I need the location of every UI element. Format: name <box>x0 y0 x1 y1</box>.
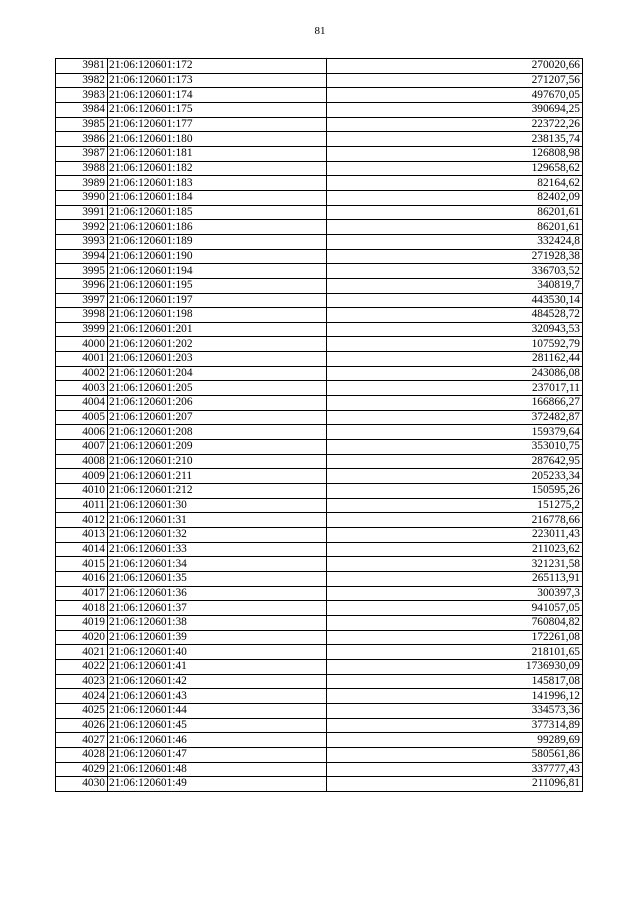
cadastral-number-cell: 21:06:120601:35 <box>108 571 327 586</box>
cadastral-number-cell: 21:06:120601:209 <box>108 440 327 455</box>
row-number-cell: 4020 <box>56 630 108 645</box>
cadastral-value-cell: 377314,89 <box>327 718 583 733</box>
cadastral-number-cell: 21:06:120601:48 <box>108 762 327 777</box>
table-row <box>56 264 583 279</box>
table-row <box>56 703 583 718</box>
cadastral-value-cell: 334573,36 <box>327 703 583 718</box>
cadastral-value-cell: 265113,91 <box>327 571 583 586</box>
table-row <box>56 220 583 235</box>
cadastral-number-cell: 21:06:120601:44 <box>108 703 327 718</box>
row-number-cell: 4026 <box>56 718 108 733</box>
cadastral-number-cell: 21:06:120601:182 <box>108 161 327 176</box>
cadastral-value-cell: 243086,08 <box>327 366 583 381</box>
table-row <box>56 469 583 484</box>
row-number-cell: 4029 <box>56 762 108 777</box>
row-number-cell: 3983 <box>56 88 108 103</box>
row-number-cell: 4003 <box>56 381 108 396</box>
cadastral-number-cell: 21:06:120601:37 <box>108 601 327 616</box>
row-number-cell: 3984 <box>56 102 108 117</box>
table-row <box>56 381 583 396</box>
cadastral-number-cell: 21:06:120601:45 <box>108 718 327 733</box>
row-number-cell: 3995 <box>56 264 108 279</box>
cadastral-value-cell: 86201,61 <box>327 220 583 235</box>
row-number-cell: 4018 <box>56 601 108 616</box>
table-row <box>56 410 583 425</box>
cadastral-value-cell: 340819,7 <box>327 278 583 293</box>
cadastral-value-cell: 336703,52 <box>327 264 583 279</box>
cadastral-number-cell: 21:06:120601:197 <box>108 293 327 308</box>
table-row <box>56 484 583 499</box>
table-row <box>56 747 583 762</box>
row-number-cell: 3989 <box>56 176 108 191</box>
cadastral-number-cell: 21:06:120601:46 <box>108 733 327 748</box>
row-number-cell: 4011 <box>56 498 108 513</box>
cadastral-value-cell: 287642,95 <box>327 454 583 469</box>
cadastral-number-cell: 21:06:120601:185 <box>108 205 327 220</box>
cadastral-value-cell: 151275,2 <box>327 498 583 513</box>
cadastral-value-cell: 205233,34 <box>327 469 583 484</box>
table-row <box>56 88 583 103</box>
cadastral-value-cell: 390694,25 <box>327 102 583 117</box>
cadastral-value-cell: 237017,11 <box>327 381 583 396</box>
cadastral-value-cell: 99289,69 <box>327 733 583 748</box>
table-row <box>56 733 583 748</box>
row-number-cell: 4004 <box>56 396 108 411</box>
cadastral-value-cell: 86201,61 <box>327 205 583 220</box>
table-row <box>56 337 583 352</box>
cadastral-value-cell: 223011,43 <box>327 528 583 543</box>
table-row <box>56 352 583 367</box>
row-number-cell: 3986 <box>56 132 108 147</box>
cadastral-value-cell: 211096,81 <box>327 777 583 792</box>
row-number-cell: 4028 <box>56 747 108 762</box>
cadastral-value-cell: 580561,86 <box>327 747 583 762</box>
row-number-cell: 4021 <box>56 645 108 660</box>
cadastral-value-cell: 211023,62 <box>327 542 583 557</box>
row-number-cell: 4006 <box>56 425 108 440</box>
row-number-cell: 4015 <box>56 557 108 572</box>
table-row <box>56 571 583 586</box>
table-row <box>56 528 583 543</box>
table-row <box>56 718 583 733</box>
cadastral-number-cell: 21:06:120601:177 <box>108 117 327 132</box>
row-number-cell: 4023 <box>56 674 108 689</box>
cadastral-number-cell: 21:06:120601:39 <box>108 630 327 645</box>
row-number-cell: 4016 <box>56 571 108 586</box>
cadastral-number-cell: 21:06:120601:183 <box>108 176 327 191</box>
cadastral-value-cell: 82164,62 <box>327 176 583 191</box>
row-number-cell: 4000 <box>56 337 108 352</box>
cadastral-number-cell: 21:06:120601:172 <box>108 59 327 74</box>
cadastral-value-cell: 126808,98 <box>327 146 583 161</box>
cadastral-value-cell: 218101,65 <box>327 645 583 660</box>
row-number-cell: 4027 <box>56 733 108 748</box>
page-number: 81 <box>314 25 326 37</box>
cadastral-value-cell: 82402,09 <box>327 190 583 205</box>
row-number-cell: 3998 <box>56 308 108 323</box>
cadastral-number-cell: 21:06:120601:47 <box>108 747 327 762</box>
cadastral-number-cell: 21:06:120601:201 <box>108 322 327 337</box>
row-number-cell: 3992 <box>56 220 108 235</box>
table-row <box>56 234 583 249</box>
cadastral-number-cell: 21:06:120601:41 <box>108 659 327 674</box>
cadastral-number-cell: 21:06:120601:206 <box>108 396 327 411</box>
table-row <box>56 454 583 469</box>
row-number-cell: 4002 <box>56 366 108 381</box>
cadastral-value-cell: 321231,58 <box>327 557 583 572</box>
row-number-cell: 4007 <box>56 440 108 455</box>
table-row <box>56 102 583 117</box>
cadastral-value-cell: 271207,56 <box>327 73 583 88</box>
cadastral-value-cell: 238135,74 <box>327 132 583 147</box>
cadastral-number-cell: 21:06:120601:30 <box>108 498 327 513</box>
cadastral-value-cell: 941057,05 <box>327 601 583 616</box>
cadastral-number-cell: 21:06:120601:205 <box>108 381 327 396</box>
table-row <box>56 615 583 630</box>
table-row <box>56 777 583 792</box>
row-number-cell: 4017 <box>56 586 108 601</box>
table-row <box>56 146 583 161</box>
cadastral-number-cell: 21:06:120601:190 <box>108 249 327 264</box>
table-row <box>56 674 583 689</box>
row-number-cell: 3987 <box>56 146 108 161</box>
row-number-cell: 4010 <box>56 484 108 499</box>
table-row <box>56 278 583 293</box>
cadastral-value-cell: 1736930,09 <box>327 659 583 674</box>
cadastral-number-cell: 21:06:120601:212 <box>108 484 327 499</box>
cadastral-value-cell: 145817,08 <box>327 674 583 689</box>
cadastral-number-cell: 21:06:120601:38 <box>108 615 327 630</box>
cadastral-number-cell: 21:06:120601:195 <box>108 278 327 293</box>
cadastral-number-cell: 21:06:120601:181 <box>108 146 327 161</box>
row-number-cell: 4025 <box>56 703 108 718</box>
table-row <box>56 542 583 557</box>
table-row <box>56 249 583 264</box>
row-number-cell: 4024 <box>56 689 108 704</box>
cadastral-number-cell: 21:06:120601:33 <box>108 542 327 557</box>
row-number-cell: 3991 <box>56 205 108 220</box>
table-row <box>56 322 583 337</box>
table-row <box>56 396 583 411</box>
table-row <box>56 190 583 205</box>
table-row <box>56 762 583 777</box>
cadastral-number-cell: 21:06:120601:175 <box>108 102 327 117</box>
cadastral-number-cell: 21:06:120601:34 <box>108 557 327 572</box>
cadastral-number-cell: 21:06:120601:32 <box>108 528 327 543</box>
table-body <box>56 59 583 792</box>
row-number-cell: 4009 <box>56 469 108 484</box>
cadastral-value-cell: 320943,53 <box>327 322 583 337</box>
row-number-cell: 4019 <box>56 615 108 630</box>
row-number-cell: 3988 <box>56 161 108 176</box>
cadastral-number-cell: 21:06:120601:180 <box>108 132 327 147</box>
row-number-cell: 4022 <box>56 659 108 674</box>
cadastral-number-cell: 21:06:120601:210 <box>108 454 327 469</box>
row-number-cell: 3996 <box>56 278 108 293</box>
cadastral-value-cell: 271928,38 <box>327 249 583 264</box>
table-row <box>56 161 583 176</box>
table-row <box>56 205 583 220</box>
cadastral-number-cell: 21:06:120601:174 <box>108 88 327 103</box>
table-row <box>56 659 583 674</box>
cadastral-value-cell: 332424,8 <box>327 234 583 249</box>
cadastral-value-cell: 166866,27 <box>327 396 583 411</box>
cadastral-value-cell: 497670,05 <box>327 88 583 103</box>
table-row <box>56 440 583 455</box>
table-row <box>56 59 583 74</box>
cadastral-number-cell: 21:06:120601:31 <box>108 513 327 528</box>
table-row <box>56 73 583 88</box>
row-number-cell: 3993 <box>56 234 108 249</box>
table-row <box>56 176 583 191</box>
cadastral-number-cell: 21:06:120601:40 <box>108 645 327 660</box>
cadastral-number-cell: 21:06:120601:198 <box>108 308 327 323</box>
cadastral-value-cell: 372482,87 <box>327 410 583 425</box>
cadastral-number-cell: 21:06:120601:186 <box>108 220 327 235</box>
table-row <box>56 293 583 308</box>
cadastral-number-cell: 21:06:120601:189 <box>108 234 327 249</box>
row-number-cell: 3994 <box>56 249 108 264</box>
table-row <box>56 630 583 645</box>
row-number-cell: 4013 <box>56 528 108 543</box>
cadastral-value-cell: 281162,44 <box>327 352 583 367</box>
table-row <box>56 586 583 601</box>
cadastral-table <box>55 58 582 792</box>
cadastral-value-cell: 150595,26 <box>327 484 583 499</box>
cadastral-number-cell: 21:06:120601:204 <box>108 366 327 381</box>
row-number-cell: 3982 <box>56 73 108 88</box>
cadastral-value-cell: 129658,62 <box>327 161 583 176</box>
cadastral-value-cell: 760804,82 <box>327 615 583 630</box>
cadastral-number-cell: 21:06:120601:194 <box>108 264 327 279</box>
cadastral-value-cell: 300397,3 <box>327 586 583 601</box>
cadastral-number-cell: 21:06:120601:208 <box>108 425 327 440</box>
row-number-cell: 4030 <box>56 777 108 792</box>
cadastral-value-cell: 141996,12 <box>327 689 583 704</box>
cadastral-number-cell: 21:06:120601:211 <box>108 469 327 484</box>
row-number-cell: 3990 <box>56 190 108 205</box>
table-row <box>56 117 583 132</box>
cadastral-number-cell: 21:06:120601:49 <box>108 777 327 792</box>
cadastral-value-cell: 484528,72 <box>327 308 583 323</box>
cadastral-number-cell: 21:06:120601:207 <box>108 410 327 425</box>
cadastral-number-cell: 21:06:120601:173 <box>108 73 327 88</box>
cadastral-value-cell: 216778,66 <box>327 513 583 528</box>
table-row <box>56 557 583 572</box>
table-row <box>56 132 583 147</box>
cadastral-value-cell: 270020,66 <box>327 59 583 74</box>
cadastral-value-cell: 353010,75 <box>327 440 583 455</box>
row-number-cell: 3981 <box>56 59 108 74</box>
table-row <box>56 601 583 616</box>
cadastral-number-cell: 21:06:120601:36 <box>108 586 327 601</box>
cadastral-number-cell: 21:06:120601:202 <box>108 337 327 352</box>
cadastral-value-cell: 107592,79 <box>327 337 583 352</box>
cadastral-value-cell: 172261,08 <box>327 630 583 645</box>
row-number-cell: 3999 <box>56 322 108 337</box>
table-row <box>56 513 583 528</box>
cadastral-number-cell: 21:06:120601:203 <box>108 352 327 367</box>
row-number-cell: 4012 <box>56 513 108 528</box>
row-number-cell: 4008 <box>56 454 108 469</box>
cadastral-number-cell: 21:06:120601:43 <box>108 689 327 704</box>
table-row <box>56 425 583 440</box>
cadastral-number-cell: 21:06:120601:42 <box>108 674 327 689</box>
row-number-cell: 4005 <box>56 410 108 425</box>
row-number-cell: 4014 <box>56 542 108 557</box>
row-number-cell: 3985 <box>56 117 108 132</box>
table-row <box>56 689 583 704</box>
table-row <box>56 366 583 381</box>
cadastral-value-cell: 159379,64 <box>327 425 583 440</box>
row-number-cell: 4001 <box>56 352 108 367</box>
table-row <box>56 308 583 323</box>
cadastral-value-cell: 337777,43 <box>327 762 583 777</box>
cadastral-value-table <box>55 58 583 792</box>
cadastral-number-cell: 21:06:120601:184 <box>108 190 327 205</box>
table-row <box>56 645 583 660</box>
table-row <box>56 498 583 513</box>
row-number-cell: 3997 <box>56 293 108 308</box>
cadastral-value-cell: 443530,14 <box>327 293 583 308</box>
cadastral-value-cell: 223722,26 <box>327 117 583 132</box>
